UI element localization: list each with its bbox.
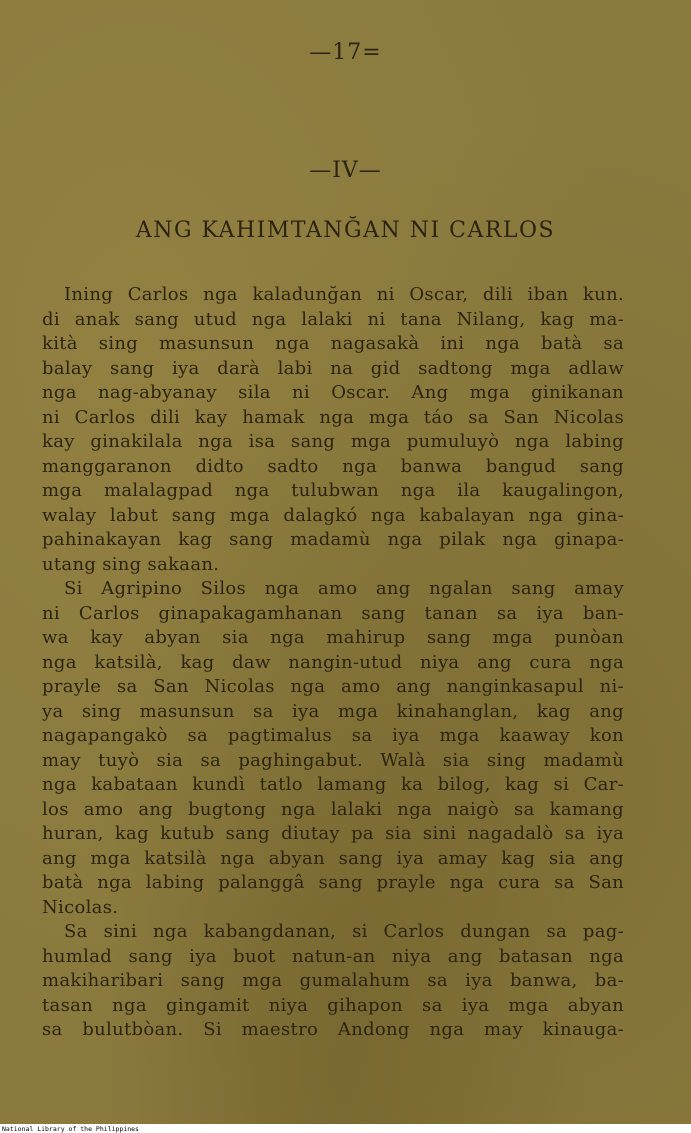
text-line: makiharibari sang mga gumalahum sa iya banwa, ba-	[42, 970, 624, 991]
text-line: Si Agripino Silos nga amo ang ngalan sang amay	[64, 578, 624, 599]
text-line: nga nag-abyanay sila ni Oscar. Ang mga ginikanan	[42, 382, 624, 403]
text-line: prayle sa San Nicolas nga amo ang nanginkasapul ni-	[42, 676, 624, 697]
text-line: Nicolas.	[42, 896, 119, 918]
text-line: ni Carlos dili kay hamak nga mga táo sa San Nicolas	[42, 406, 624, 428]
text-line: balay sang iya darà labi na gid sadtong mga adlaw	[42, 357, 624, 379]
text-line: di anak sang utud nga lalaki ni tana Nilang, kag ma-	[42, 308, 624, 330]
text-line: walay labut sang mga dalagkó nga kabalayan nga gina-	[42, 504, 624, 526]
text-line: nagapangakò sa pagtimalus sa iya mga kaaway kon	[42, 725, 624, 746]
text-line: may tuyò sia sa paghingabut. Walà sia sing madamù	[42, 749, 624, 771]
text-line: sa bulutbòan. Si maestro Andong nga may kinauga-	[42, 1019, 624, 1040]
library-credit: National Library of the Philippines	[2, 1125, 139, 1133]
text-line: huran, kag kutub sang diutay pa sia sini nagadalò sa iya	[42, 823, 624, 844]
body-text	[42, 283, 624, 1043]
chapter-number: —IV—	[309, 158, 382, 183]
text-line: batà nga labing palanggâ sang prayle nga cura sa San	[42, 872, 624, 893]
text-line: ni Carlos ginapakagamhanan sang tanan sa iya ban-	[42, 602, 624, 624]
text-line: kay ginakilala nga isa sang mga pumuluyò nga labing	[42, 431, 624, 452]
text-line: ya sing masunsun sa iya mga kinahanglan, kag ang	[42, 700, 624, 722]
text-line: pahinakayan kag sang madamù nga pilak nga ginapa-	[42, 529, 624, 550]
text-line: nga katsilà, kag daw nangin-utud niya ang cura nga	[42, 651, 624, 673]
text-line: Sa sini nga kabangdanan, si Carlos dungan sa pag-	[64, 921, 624, 942]
text-line: tasan nga gingamit niya gihapon sa iya mga abyan	[42, 994, 624, 1016]
text-line: Ining Carlos nga kaladunğan ni Oscar, dili iban kun.	[64, 284, 624, 305]
text-line: mga malalagpad nga tulubwan nga ila kaugalingon,	[42, 480, 624, 501]
text-line: utang sing sakaan.	[42, 553, 220, 575]
chapter-title: ANG KAHIMTANĞAN NI CARLOS	[135, 218, 556, 243]
text-line: ang mga katsilà nga abyan sang iya amay kag sia ang	[42, 847, 624, 869]
text-line: humlad sang iya buot natun-an niya ang batasan nga	[42, 945, 624, 967]
page-number: —17=	[309, 40, 382, 65]
text-line: nga kabataan kundì tatlo lamang ka bilog, kag si Car-	[42, 774, 624, 795]
text-line: kità sing masunsun nga nagasakà ini nga batà sa	[42, 333, 624, 354]
text-line: los amo ang bugtong nga lalaki nga naigò sa kamang	[42, 798, 624, 820]
text-line: wa kay abyan sia nga mahirup sang mga punòan	[42, 627, 624, 648]
text-line: manggaranon didto sadto nga banwa bangud sang	[42, 455, 624, 477]
